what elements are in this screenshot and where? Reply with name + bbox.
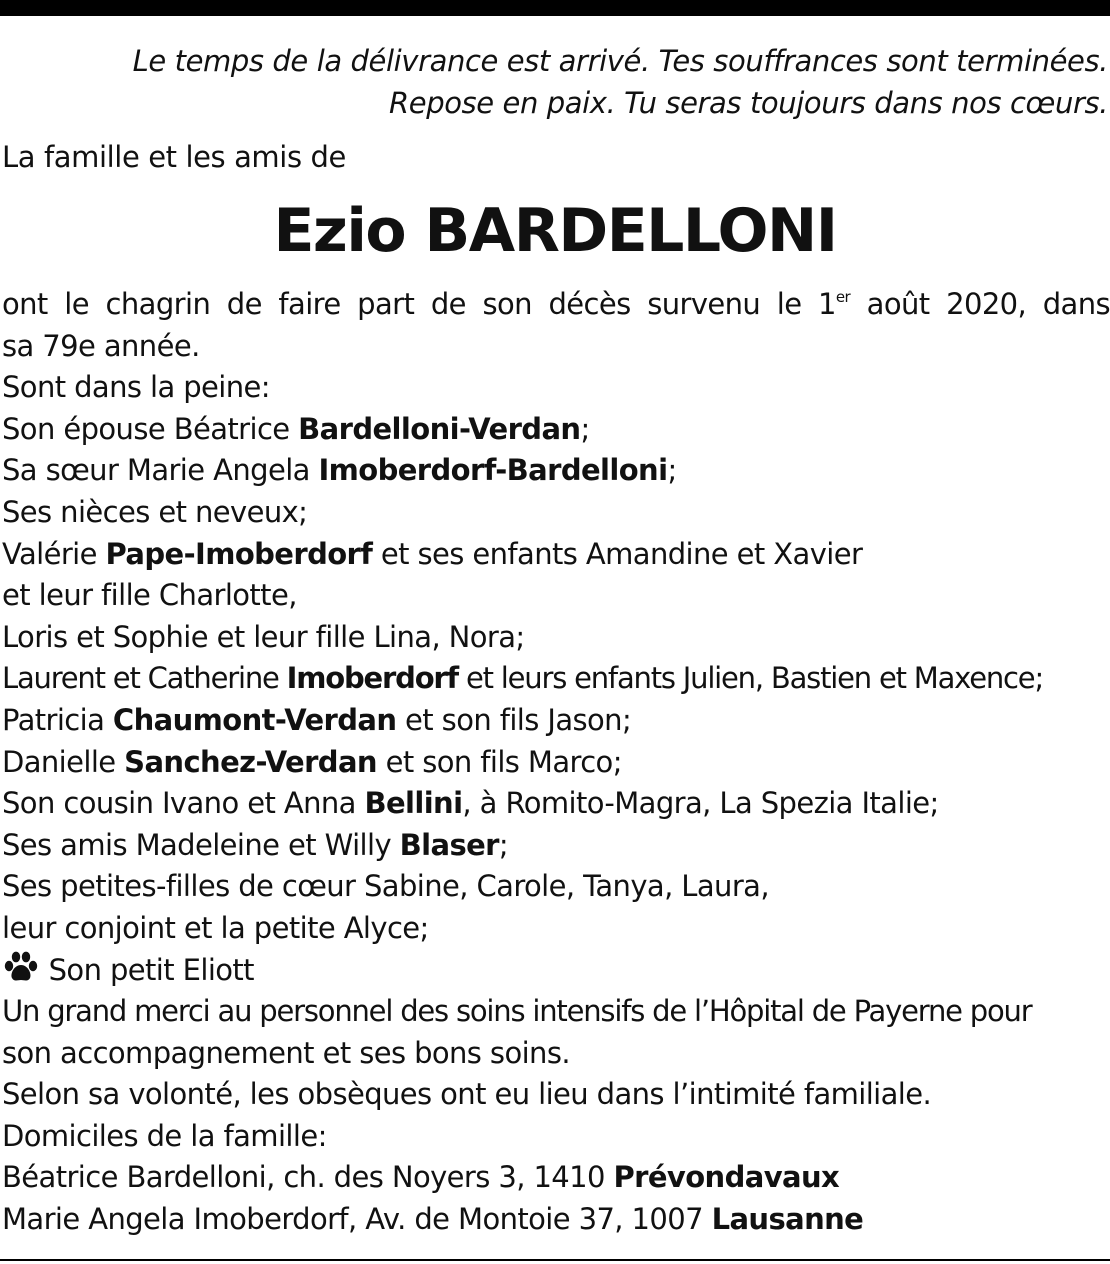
family-name: Chaumont-Verdan [112,702,397,737]
ordinal-suffix: er [835,288,851,306]
mourner-line: Son cousin Ivano et Anna Bellini, à Romito-Magra, La Spezia Italie; [2,786,939,821]
family-name: Pape-Imoberdorf [105,536,373,571]
funeral-note: Selon sa volonté, les obsèques ont eu lieu dans l’intimité familiale. [2,1077,932,1112]
mourner-line: Sa sœur Marie Angela Imoberdorf-Bardelloni; [2,453,677,488]
quote-line: Repose en paix. Tu seras toujours dans nos cœurs. [389,86,1108,120]
address-line: Béatrice Bardelloni, ch. des Noyers 3, 1410 Prévondavaux [2,1160,840,1195]
family-name: Imoberdorf [286,661,458,696]
family-name: Bardelloni-Verdan [298,411,581,446]
mourners-heading: Sont dans la peine: [2,370,270,405]
quote-line: Le temps de la délivrance est arrivé. Tes souffrances sont terminées. [132,44,1108,78]
mourner-line: Ses petites-filles de cœur Sabine, Carole, Tanya, Laura, [2,869,769,904]
mourner-line: Ses nièces et neveux; [2,494,308,529]
family-name: Blaser [399,827,499,862]
mourner-line: Ses amis Madeleine et Willy Blaser; [2,827,509,862]
deceased-name: Ezio BARDELLONI [273,196,837,266]
mourner-line: Valérie Pape-Imoberdorf et ses enfants Amandine et Xavier [2,536,863,571]
mourner-line: Laurent et Catherine Imoberdorf et leurs enfants Julien, Bastien et Maxence; [2,661,1044,696]
paw-icon [2,950,40,984]
thanks-line: son accompagnement et ses bons soins. [2,1035,570,1070]
city-name: Lausanne [711,1202,864,1237]
epitaph-quote [8,40,1108,124]
city-name: Prévondavaux [613,1160,840,1195]
family-name: Sanchez-Verdan [124,744,377,779]
announcement-line: sa 79e année. [2,328,200,363]
mourner-line: Patricia Chaumont-Verdan et son fils Jason; [2,702,632,737]
mourner-line: Son épouse Béatrice Bardelloni-Verdan; [2,411,590,446]
thanks-line: Un grand merci au personnel des soins intensifs de l’Hôpital de Payerne pour [2,994,1032,1029]
intro-text: La famille et les amis de [2,140,346,174]
mourner-line: et leur fille Charlotte, [2,578,297,613]
addresses-heading: Domiciles de la famille: [2,1118,327,1153]
address-line: Marie Angela Imoberdorf, Av. de Montoie 37, 1007 Lausanne [2,1202,864,1237]
announcement-line: ont le chagrin de faire part de son décès survenu le 1er août 2020, dans [2,287,1110,321]
mourner-line: leur conjoint et la petite Alyce; [2,910,429,945]
mourner-line: Loris et Sophie et leur fille Lina, Nora; [2,619,525,654]
obituary-body [2,284,1110,1241]
mourner-line: Danielle Sanchez-Verdan et son fils Marco; [2,744,622,779]
family-name: Bellini [364,786,463,821]
bottom-rule [0,1259,1110,1261]
pet-line: Son petit Eliott [2,950,1110,992]
family-name: Imoberdorf-Bardelloni [318,453,668,488]
top-rule [0,0,1110,16]
